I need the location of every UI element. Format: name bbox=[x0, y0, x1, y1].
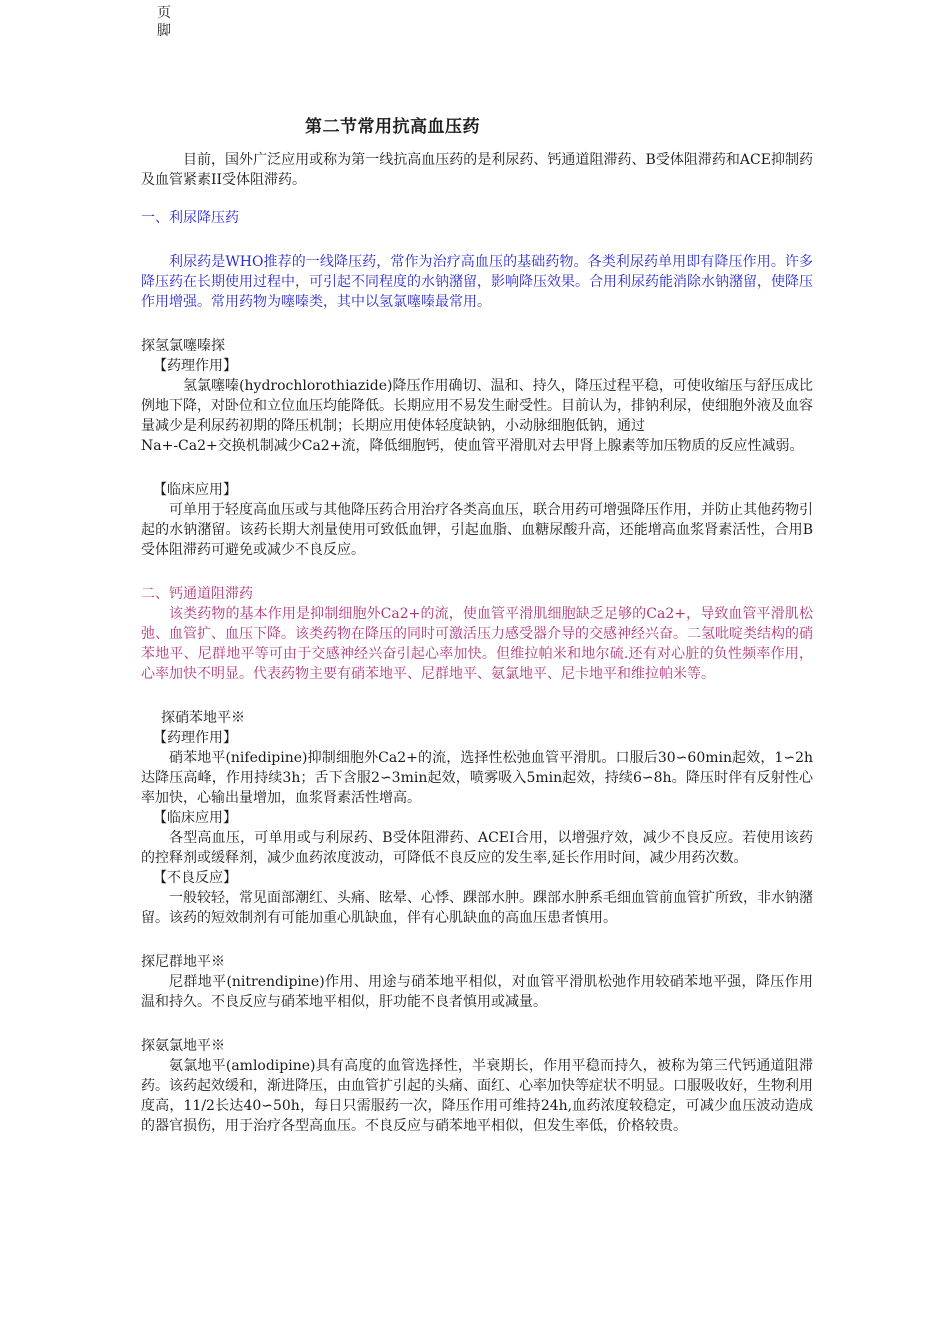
intro-paragraph: 目前，国外广泛应用或称为第一线抗高血压药的是利尿药、钙通道阻滞药、Β受体阻滞药和ACE抑制药及血管紧素II受体阻滞药。 bbox=[141, 152, 813, 188]
nifedipine-clinical-text: 各型高血压，可单用或与利尿药、Β受体阻滞药、ACEI合用，以增强疗效，减少不良反应。若使用该药的控释剂或缓释剂，减少血药浓度波动，可降低不良反应的发生率,延长作用时间，减少用药次数。 bbox=[141, 830, 813, 866]
amlodipine-text: 氨氯地平(amlodipine)具有高度的血管选择性，半衰期长，作用平稳而持久，被称为第三代钙通道阻滞药。该药起效缓和，渐进降压，由血管扩引起的头痛、面红、心率加快等症状不明显。口服吸收好，生物利用度高，11/2长达40∽50h，每日只需服药一次，降压作用可维持24h,血药浓度较稳定，可减少血压波动造成的器官损伤，用于治疗各型高血压。不良反应与硝苯地平相似，但发生率低，价格较贵。 bbox=[141, 1058, 813, 1134]
nifedipine-clinical-label: 【临床应用】 bbox=[153, 810, 237, 826]
section1-description: 利尿药是WHO推荐的一线降压药，常作为治疗高血压的基础药物。各类利尿药单用即有降压作用。许多降压药在长期使用过程中，可引起不同程度的水钠潴留，影响降压效果。合用利尿药能消除水钠潴留，使降压作用增强。常用药物为噻嗪类，其中以氢氯噻嗪最常用。 bbox=[141, 254, 813, 310]
nifedipine-adverse-text: 一般较轻，常见面部潮红、头痛、眩晕、心悸、踝部水肿。踝部水肿系毛细血管前血管扩所致，非水钠潴留。该药的短效制剂有可能加重心肌缺血，伴有心肌缺血的高血压患者慎用。 bbox=[141, 890, 813, 926]
section1-pharm-text-cont: Na+-Ca2+交换机制减少Ca2+流，降低细胞钙，使血管平滑肌对去甲肾上腺素等加压物质的反应性减弱。 bbox=[141, 438, 804, 454]
nifedipine-adverse-label: 【不良反应】 bbox=[153, 870, 237, 886]
section2-heading: 二、钙通道阻滞药 bbox=[141, 586, 253, 602]
nitrendipine-text: 尼群地平(nitrendipine)作用、用途与硝苯地平相似，对血管平滑肌松弛作用较硝苯地平强，降压作用温和持久。不良反应与硝苯地平相似，肝功能不良者慎用或减量。 bbox=[141, 974, 813, 1010]
page-header bbox=[157, 4, 173, 40]
section2-description: 该类药物的基本作用是抑制细胞外Ca2+的流，使血管平滑肌细胞缺乏足够的Ca2+，导致血管平滑肌松弛、血管扩、血压下降。该类药物在降压的同时可激活压力感受器介导的交感神经兴奋。二氢吡啶类结构的硝苯地平、尼群地平等可由于交感神经兴奋引起心率加快。但维拉帕米和地尔硫.还有对心脏的负性频率作用，心率加快不明显。代表药物主要有硝苯地平、尼群地平、氨氯地平、尼卡地平和维拉帕米等。 bbox=[141, 606, 813, 682]
header-char-2: 脚 bbox=[157, 23, 171, 39]
drug-hydrochlorothiazide-title: 探氢氯噻嗪探 bbox=[141, 338, 225, 354]
drug-nifedipine-title: 探硝苯地平※ bbox=[161, 710, 245, 726]
section1-pharm-text: 氢氯噻嗪(hydrochlorothiazide)降压作用确切、温和、持久，降压过程平稳，可使收缩压与舒压成比例地下降，对卧位和立位血压均能降低。长期应用不易发生耐受性。目前认为，排钠利尿，使细胞外液及血容量减少是利尿药初期的降压机制；长期应用使体轻度缺钠，小动脉细胞低钠，通过 bbox=[141, 378, 813, 434]
drug-amlodipine-title: 探氨氯地平※ bbox=[141, 1038, 225, 1054]
drug-nitrendipine-title: 探尼群地平※ bbox=[141, 954, 225, 970]
document-body bbox=[141, 150, 813, 1136]
nifedipine-pharm-label: 【药理作用】 bbox=[153, 730, 237, 746]
header-char-1: 页 bbox=[157, 5, 171, 21]
section1-heading: 一、利尿降压药 bbox=[141, 210, 239, 226]
nifedipine-pharm-text: 硝苯地平(nifedipine)抑制细胞外Ca2+的流，选择性松弛血管平滑肌。口服后30∽60min起效，1∽2h达降压高峰，作用持续3h；舌下含服2∽3min起效，喷雾吸入5min起效，持续6∽8h。降压时伴有反射性心率加快，心输出量增加，血浆肾素活性增高。 bbox=[141, 750, 813, 806]
page-title: 第二节常用抗高血压药 bbox=[305, 117, 480, 137]
section1-clinical-text: 可单用于轻度高血压或与其他降压药合用治疗各类高血压，联合用药可增强降压作用，并防止其他药物引起的水钠潴留。该药长期大剂量使用可致低血钾，引起血脂、血糖尿酸升高，还能增高血浆肾素活性，合用Β受体阻滞药可避免或减少不良反应。 bbox=[141, 502, 813, 558]
section1-clinical-label: 【临床应用】 bbox=[153, 482, 237, 498]
section1-pharm-label: 【药理作用】 bbox=[153, 358, 237, 374]
